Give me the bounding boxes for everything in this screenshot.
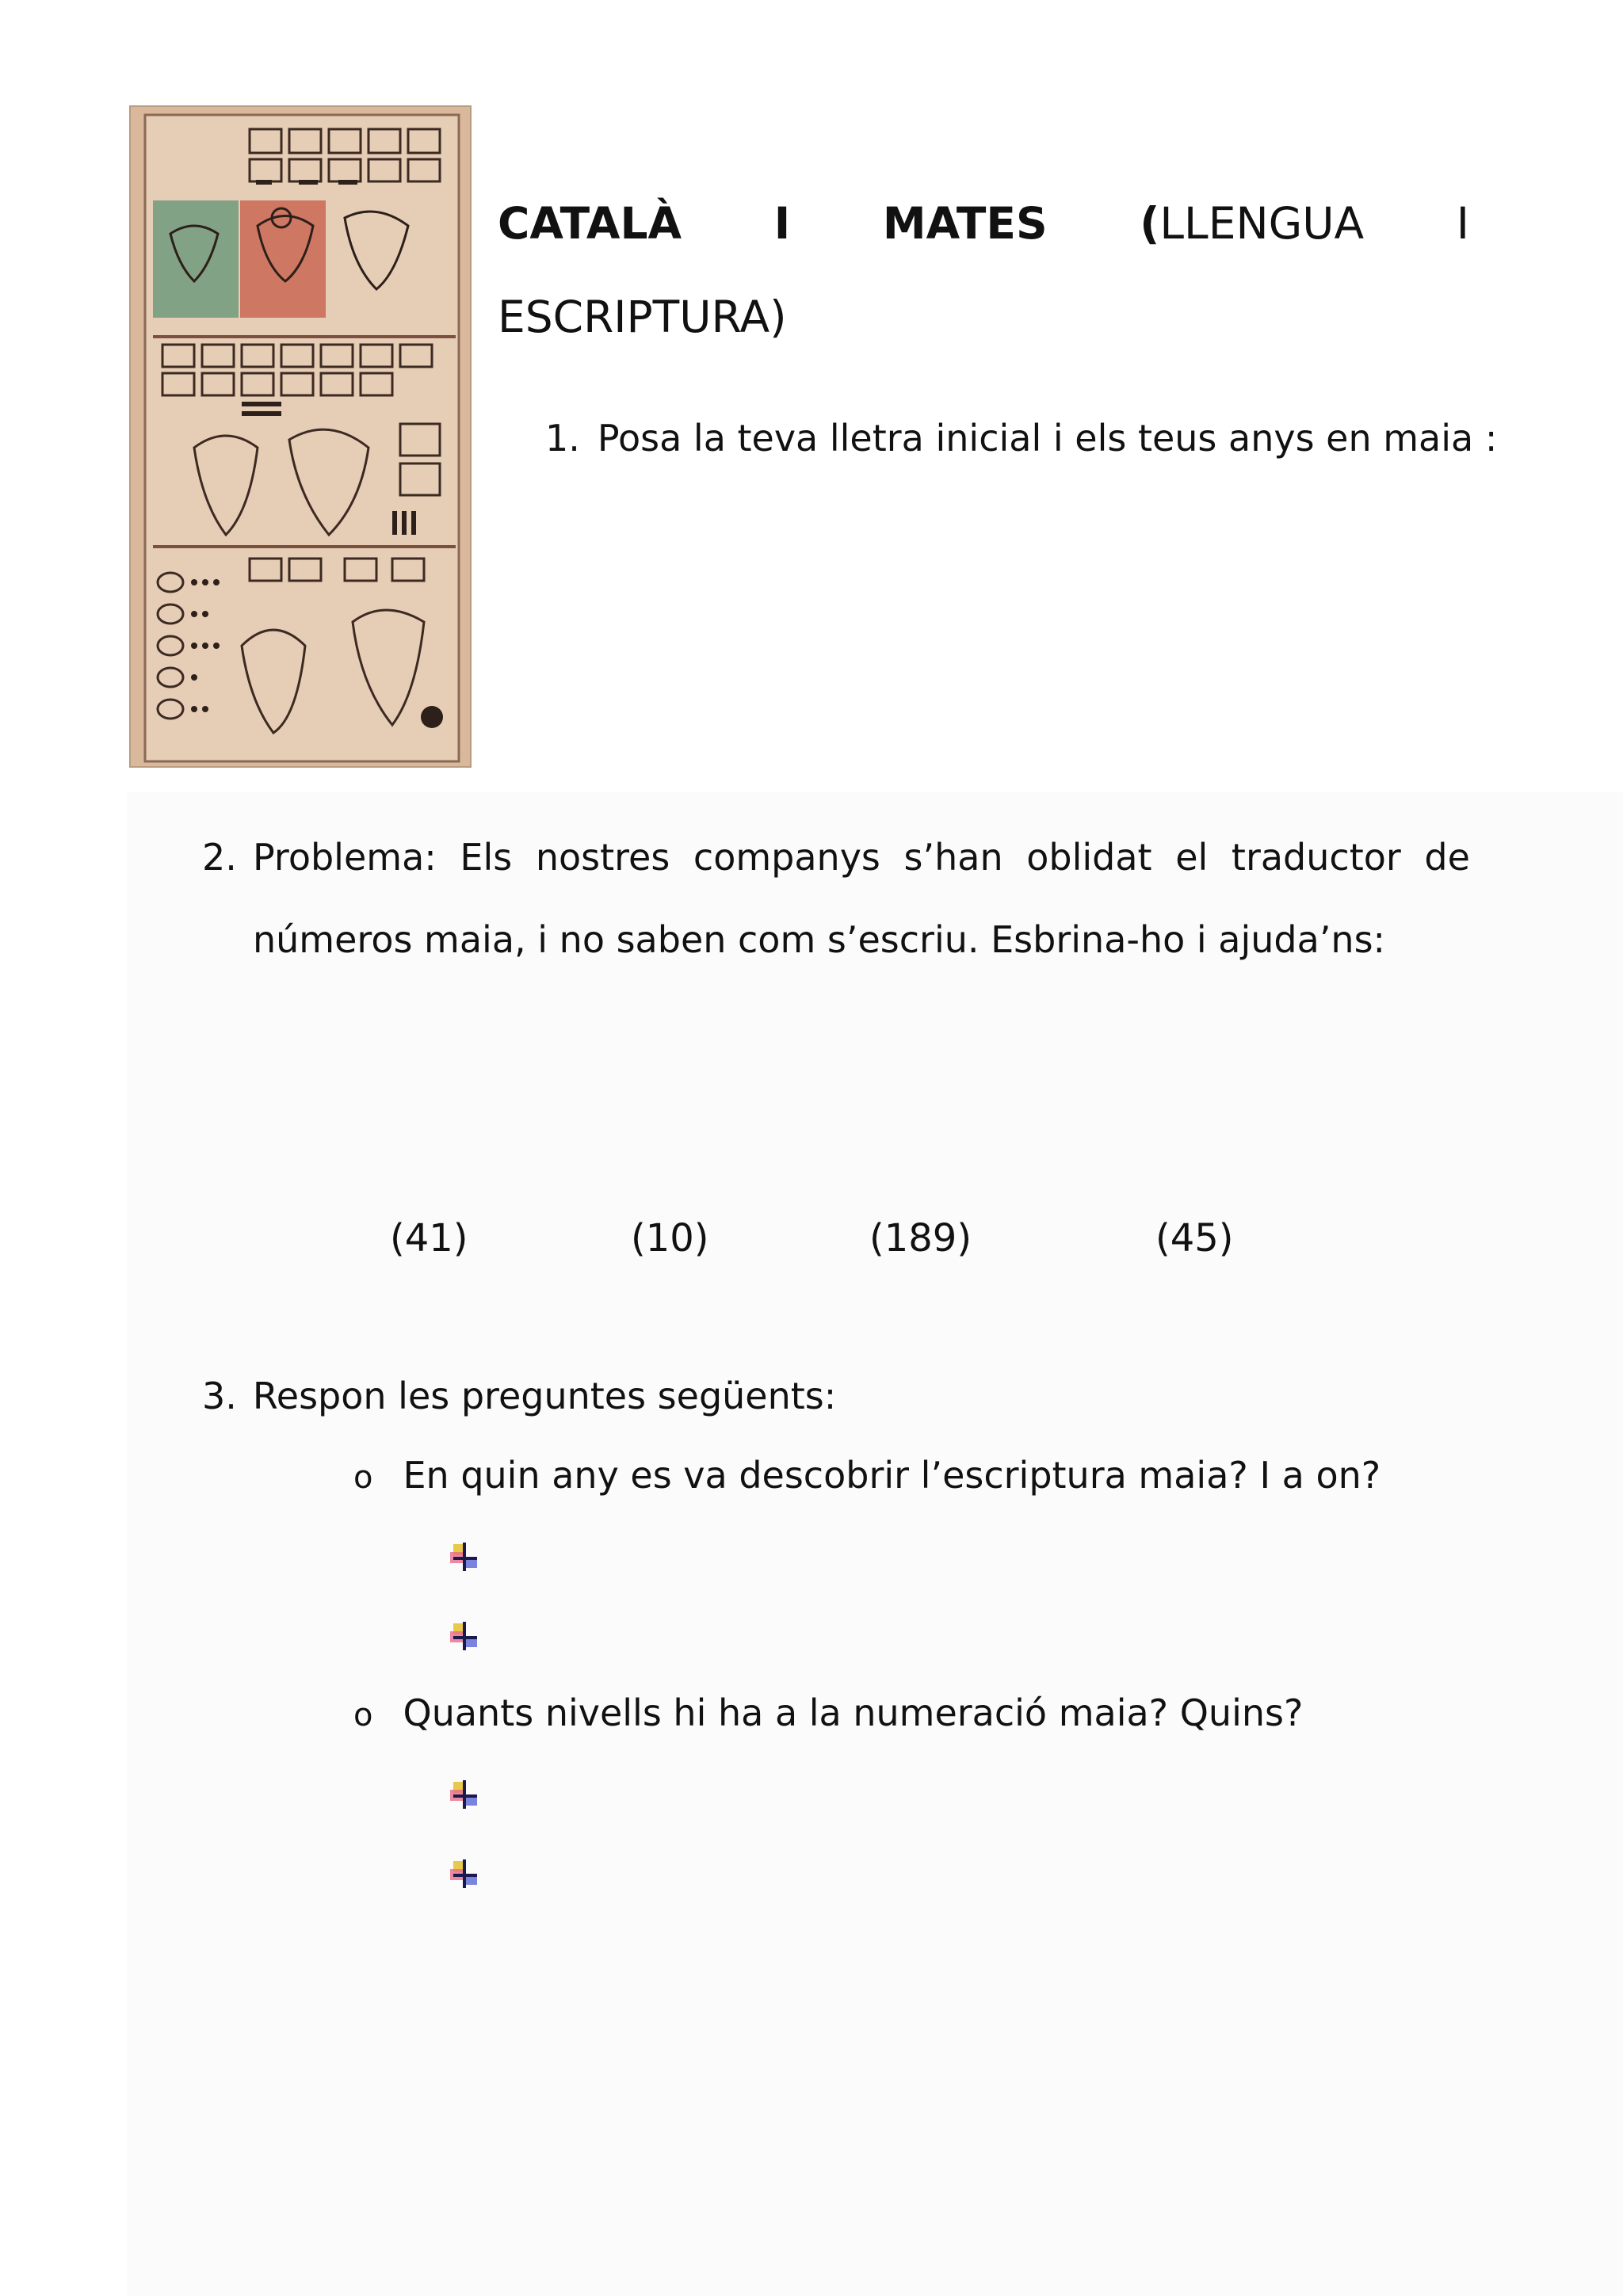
cross-bullet-icon <box>449 1620 482 1652</box>
question-1-number: 1. <box>545 417 580 460</box>
circle-bullet-icon: o <box>353 1459 373 1496</box>
question-2 <box>202 816 1470 981</box>
cross-bullet-icon <box>449 1779 482 1810</box>
title-word-mates: MATES <box>882 198 1048 249</box>
sub-question-1 <box>353 1454 1381 1497</box>
title-word-llengua: (LLENGUA <box>1140 198 1365 249</box>
title-line-2: ESCRIPTURA) <box>498 292 787 342</box>
question-2-line-2: números maia, i no saben com s’escriu. Esbrina-ho i ajuda’ns: <box>253 918 1386 961</box>
title-line-1 <box>498 198 1469 249</box>
circle-bullet-icon: o <box>353 1697 373 1733</box>
question-3-number: 3. <box>202 1375 237 1417</box>
maya-codex-image <box>129 105 472 768</box>
sub-question-1-text: En quin any es va descobrir l’escriptura maia? I a on? <box>403 1454 1381 1497</box>
cross-bullet-icon <box>449 1858 482 1890</box>
title-word-catala: CATALÀ <box>498 198 682 249</box>
sub-question-2-text: Quants nivells hi ha a la numeració maia? Quins? <box>403 1691 1304 1734</box>
number-189: (189) <box>869 1216 972 1261</box>
question-2-line-1: Problema: Els nostres companys s’han oblidat el traductor de <box>253 836 1470 879</box>
number-41: (41) <box>390 1216 468 1261</box>
number-10: (10) <box>631 1216 709 1261</box>
page-background <box>127 792 1623 2296</box>
cross-bullet-icon <box>449 1541 482 1573</box>
title-word-i-2: I <box>1456 198 1469 249</box>
question-1-text: Posa la teva lletra inicial i els teus anys en maia : <box>597 417 1498 460</box>
question-1 <box>545 417 1497 460</box>
title-word-i: I <box>773 198 791 249</box>
question-3-text: Respon les preguntes següents: <box>252 1375 837 1417</box>
question-2-number: 2. <box>202 836 237 879</box>
sub-question-2 <box>353 1691 1303 1734</box>
number-45: (45) <box>1155 1216 1234 1261</box>
question-3 <box>202 1375 836 1417</box>
